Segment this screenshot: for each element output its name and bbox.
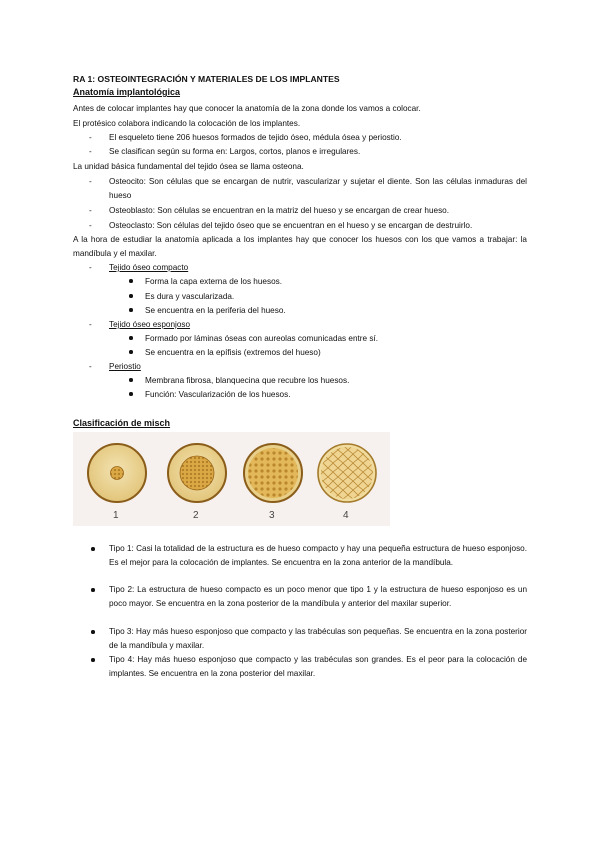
osteona-paragraph: La unidad básica fundamental del tejido ósea se llama osteona.: [73, 162, 304, 171]
list-item: Función: Vascularización de los huesos.: [145, 390, 291, 399]
list-item: Se encuentra en la epífisis (extremos del hueso): [145, 348, 321, 357]
list-item: Formado por láminas óseas con aureolas comunicadas entre sí.: [145, 334, 379, 343]
list-item-osteoblasto: Osteoblasto: Son células se encuentran en la matriz del hueso y se encargan de crear hueso.: [109, 206, 449, 215]
intro-paragraph-1: Antes de colocar implantes hay que conocer la anatomía de la zona donde los vamos a colocar.: [73, 104, 421, 113]
dash-marker: -: [89, 177, 92, 186]
list-item-tipo-4: Tipo 4: Hay más hueso esponjoso que compacto y las trabéculas son grandes. Es el peor para la colocación de implantes. Se encuentra en la zona posterior del maxilar.: [109, 655, 527, 678]
intro-paragraph-2: El protésico colabora indicando la colocación de los implantes.: [73, 119, 301, 128]
list-item-tipo-2: Tipo 2: La estructura de hueso compacto es un poco menor que tipo 1 y la estructura de hueso esponjoso es un poco mayor. Se encuentra en la zona posterior de la mandíbula y anterior del maxilar superior.: [109, 585, 527, 608]
document-title: RA 1: OSTEOINTEGRACIÓN Y MATERIALES DE LOS IMPLANTES: [73, 74, 340, 84]
section-heading-misch: Clasificación de misch: [73, 418, 171, 428]
dash-marker: -: [89, 147, 92, 156]
bullet-dot: [91, 658, 95, 662]
bone-type-3-icon: [244, 444, 302, 502]
figure-label-4: 4: [343, 510, 349, 521]
tissue-name-esponjoso: Tejido óseo esponjoso: [109, 320, 191, 329]
list-item: Se encuentra en la periferia del hueso.: [145, 306, 286, 315]
bullet-dot: [129, 294, 133, 298]
tissue-name-periostio: Periostio: [109, 362, 141, 371]
tissue-name-compacto: Tejido óseo compacto: [109, 263, 189, 272]
list-item-osteoclasto: Osteoclasto: Son células del tejido óseo que se encuentran en el hueso y se encargan de destruirlo.: [109, 221, 473, 230]
figure-label-2: 2: [193, 510, 199, 521]
dash-marker: -: [89, 362, 92, 371]
bullet-dot: [129, 350, 133, 354]
misch-classification-figure: [73, 432, 390, 526]
list-item-osteocito: Osteocito: Son células que se encargan de nutrir, vascularizar y sujetar el diente. Son las células inmaduras del hueso: [109, 177, 527, 200]
list-item: Membrana fibrosa, blanquecina que recubre los huesos.: [145, 376, 350, 385]
list-item-tipo-3: Tipo 3: Hay más hueso esponjoso que compacto y las trabéculas son pequeñas. Se encuentra en la zona posterior de la mandíbula y maxilar.: [109, 627, 527, 650]
anatomy-paragraph: A la hora de estudiar la anatomía aplicada a los implantes hay que conocer los huesos con los que vamos a trabajar: la mandíbula y el maxilar.: [73, 235, 527, 258]
figure-label-1: 1: [113, 510, 119, 521]
bullet-dot: [91, 547, 95, 551]
bullet-dot: [129, 308, 133, 312]
bullet-dot: [129, 336, 133, 340]
list-item: El esqueleto tiene 206 huesos formados de tejido óseo, médula ósea y periostio.: [109, 133, 402, 142]
bone-type-1-icon: [88, 444, 146, 502]
dash-marker: -: [89, 221, 92, 230]
bullet-dot: [129, 378, 133, 382]
dash-marker: -: [89, 263, 92, 272]
bullet-dot: [129, 392, 133, 396]
list-item: Es dura y vascularizada.: [145, 292, 235, 301]
bullet-dot: [129, 279, 133, 283]
dash-marker: -: [89, 320, 92, 329]
list-item-tipo-1: Tipo 1: Casi la totalidad de la estructura es de hueso compacto y hay una pequeña estructura de hueso esponjoso. Es el mejor para la colocación de implantes. Se encuentra en la zona anterior de la mandíbula.: [109, 544, 527, 567]
list-item: Forma la capa externa de los huesos.: [145, 277, 282, 286]
section-heading-anatomia: Anatomía implantológica: [73, 87, 181, 97]
list-item: Se clasifican según su forma en: Largos, cortos, planos e irregulares.: [109, 147, 361, 156]
bullet-dot: [91, 630, 95, 634]
dash-marker: -: [89, 133, 92, 142]
bone-type-2-icon: [168, 444, 226, 502]
figure-label-3: 3: [269, 510, 275, 521]
bone-type-4-icon: [318, 444, 376, 502]
dash-marker: -: [89, 206, 92, 215]
bullet-dot: [91, 588, 95, 592]
